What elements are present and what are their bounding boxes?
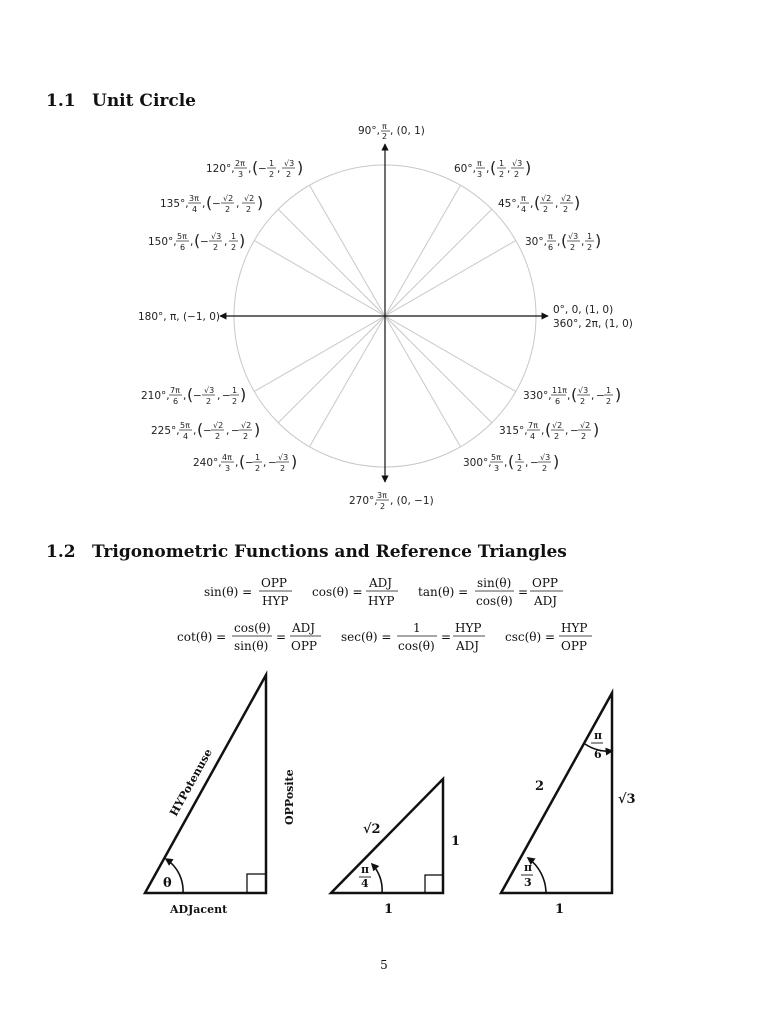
formula-cot <box>177 621 321 653</box>
svg-text:3: 3 <box>494 464 500 473</box>
svg-text:225°,: 225°, <box>151 425 180 437</box>
svg-text:,: , <box>235 457 239 469</box>
label-0: 0°, 0, (1, 0) <box>553 304 614 316</box>
svg-text:): ) <box>291 452 298 471</box>
svg-text:π: π <box>521 194 526 203</box>
svg-text:6: 6 <box>173 397 179 406</box>
svg-text:,: , <box>504 457 508 469</box>
triangle-30-60 <box>501 693 636 917</box>
svg-text:,: , <box>581 236 585 248</box>
svg-text:−: − <box>231 425 240 437</box>
triangle-general <box>145 675 296 916</box>
svg-text:(: ( <box>187 385 194 404</box>
svg-text:−: − <box>258 163 267 175</box>
svg-text:(: ( <box>545 420 552 439</box>
svg-text:4: 4 <box>192 205 198 214</box>
svg-text:,: , <box>555 198 559 210</box>
svg-text:2π: 2π <box>235 159 245 168</box>
svg-text:,: , <box>541 425 545 437</box>
svg-text:cot(θ) =: cot(θ) = <box>177 630 227 644</box>
reference-triangles <box>0 665 768 925</box>
svg-text:7π: 7π <box>170 386 180 395</box>
svg-text:(: ( <box>194 231 201 250</box>
svg-text:2: 2 <box>232 397 238 406</box>
svg-text:4: 4 <box>530 432 536 441</box>
svg-text:(: ( <box>534 193 541 212</box>
svg-text:√2: √2 <box>580 421 591 430</box>
svg-text:6: 6 <box>548 243 554 252</box>
section-title: Trigonometric Functions and Reference Triangles <box>92 542 567 562</box>
svg-text:): ) <box>615 385 622 404</box>
section-number: 1.2 <box>46 542 76 562</box>
svg-text:−: − <box>245 457 254 469</box>
svg-text:,: , <box>202 198 206 210</box>
angle-numerator: π <box>361 863 370 876</box>
svg-text:,: , <box>224 236 228 248</box>
svg-text:2: 2 <box>570 243 576 252</box>
svg-text:2: 2 <box>587 243 593 252</box>
trig-formulas <box>0 570 768 660</box>
svg-text:√2: √2 <box>561 194 572 203</box>
svg-text:OPP: OPP <box>291 639 317 653</box>
formula-sin <box>204 576 292 608</box>
opposite-label: OPPosite <box>283 769 296 825</box>
svg-text:2: 2 <box>517 464 523 473</box>
angle-top-numerator: π <box>594 729 603 742</box>
svg-text:): ) <box>553 452 560 471</box>
label-180: 180°, π, (−1, 0) <box>138 311 220 323</box>
label-60 <box>454 158 531 179</box>
svg-text:2: 2 <box>225 205 231 214</box>
svg-text:ADJ: ADJ <box>534 594 558 608</box>
section-title: Unit Circle <box>92 91 196 111</box>
svg-text:−: − <box>203 425 212 437</box>
section-number: 1.1 <box>46 91 76 111</box>
label-360: 360°, 2π, (1, 0) <box>553 318 633 330</box>
svg-text:(: ( <box>561 231 568 250</box>
formula-sec <box>341 621 485 653</box>
svg-text:tan(θ) =: tan(θ) = <box>418 585 469 599</box>
svg-text:4: 4 <box>521 205 527 214</box>
svg-text:HYP: HYP <box>368 594 395 608</box>
label-210 <box>141 385 246 406</box>
svg-text:−: − <box>268 457 277 469</box>
svg-text:1: 1 <box>255 453 261 462</box>
svg-text:1: 1 <box>232 386 238 395</box>
svg-text:2: 2 <box>206 397 212 406</box>
svg-text:): ) <box>254 420 261 439</box>
svg-text:,: , <box>226 425 230 437</box>
svg-text:,: , <box>263 457 267 469</box>
svg-text:,: , <box>591 390 595 402</box>
svg-text:,: , <box>277 163 281 175</box>
svg-text:,: , <box>217 390 221 402</box>
svg-text:270°,: 270°, <box>349 495 378 507</box>
svg-text:π: π <box>548 232 553 241</box>
svg-text:sin(θ) =: sin(θ) = <box>204 585 253 599</box>
hypotenuse-label: 2 <box>535 779 545 794</box>
svg-text:): ) <box>240 385 247 404</box>
svg-text:315°,: 315°, <box>499 425 528 437</box>
svg-text:2: 2 <box>246 205 252 214</box>
svg-text:π: π <box>477 159 482 168</box>
svg-text:(: ( <box>508 452 515 471</box>
svg-text:√3: √3 <box>278 453 289 462</box>
svg-text:2: 2 <box>543 205 549 214</box>
svg-text:=: = <box>441 630 452 644</box>
angle-top-denominator: 6 <box>594 748 602 761</box>
svg-text:√2: √2 <box>223 194 234 203</box>
label-90 <box>358 122 425 141</box>
svg-text:): ) <box>257 193 264 212</box>
svg-text:HYP: HYP <box>262 594 289 608</box>
svg-text:,: , <box>507 163 511 175</box>
label-300 <box>463 452 559 473</box>
svg-text:OPP: OPP <box>532 576 558 590</box>
svg-text:5π: 5π <box>180 421 190 430</box>
svg-text:2: 2 <box>382 132 388 141</box>
angle-bottom-numerator: π <box>524 861 533 874</box>
svg-text:150°,: 150°, <box>148 236 177 248</box>
svg-text:ADJ: ADJ <box>292 621 316 635</box>
svg-text:2: 2 <box>514 170 520 179</box>
svg-text:5π: 5π <box>177 232 187 241</box>
svg-text:√3: √3 <box>284 159 295 168</box>
svg-text:ADJ: ADJ <box>369 576 393 590</box>
svg-text:−: − <box>596 390 605 402</box>
svg-text:3: 3 <box>477 170 483 179</box>
svg-text:7π: 7π <box>528 421 538 430</box>
svg-text:2: 2 <box>255 464 261 473</box>
svg-text:2: 2 <box>215 432 221 441</box>
svg-text:(: ( <box>206 193 213 212</box>
formula-cos <box>312 576 398 608</box>
svg-text:,: , <box>567 390 571 402</box>
svg-text:1: 1 <box>269 159 275 168</box>
svg-text:3π: 3π <box>377 491 387 500</box>
svg-text:1: 1 <box>587 232 593 241</box>
svg-text:cos(θ): cos(θ) <box>398 639 435 653</box>
svg-text:30°,: 30°, <box>525 236 547 248</box>
svg-text:√3: √3 <box>512 159 523 168</box>
svg-text:2: 2 <box>563 205 569 214</box>
svg-text:): ) <box>593 420 600 439</box>
svg-text:): ) <box>595 231 602 250</box>
svg-text:90°,: 90°, <box>358 125 380 137</box>
svg-text:−: − <box>530 457 539 469</box>
svg-text:,: , <box>193 425 197 437</box>
section-heading-trig-functions <box>46 542 567 562</box>
svg-text:2: 2 <box>554 432 560 441</box>
svg-text:45°,: 45°, <box>498 198 520 210</box>
svg-text:,: , <box>557 236 561 248</box>
svg-text:, (0, −1): , (0, −1) <box>390 495 434 507</box>
right-leg-label: √3 <box>618 792 636 807</box>
svg-text:6: 6 <box>180 243 186 252</box>
svg-text:2: 2 <box>280 464 286 473</box>
svg-text:cos(θ) =: cos(θ) = <box>312 585 363 599</box>
svg-text:(: ( <box>197 420 204 439</box>
svg-text:,: , <box>565 425 569 437</box>
svg-text:−: − <box>212 198 221 210</box>
svg-text:2: 2 <box>499 170 505 179</box>
svg-text:2: 2 <box>269 170 275 179</box>
svg-text:(: ( <box>239 452 246 471</box>
svg-text:,: , <box>486 163 490 175</box>
svg-text:√2: √2 <box>241 421 252 430</box>
label-270 <box>349 491 434 511</box>
formula-csc <box>505 621 592 653</box>
svg-text:2: 2 <box>581 432 587 441</box>
svg-text:HYP: HYP <box>455 621 482 635</box>
angle-denominator: 4 <box>361 877 369 890</box>
svg-text:1: 1 <box>231 232 237 241</box>
svg-text:1: 1 <box>413 621 421 635</box>
svg-text:=: = <box>518 585 529 599</box>
svg-text:1: 1 <box>517 453 523 462</box>
adjacent-label: ADJacent <box>170 903 228 916</box>
angle-bottom-denominator: 3 <box>524 876 532 889</box>
svg-text:(: ( <box>252 158 259 177</box>
svg-text:OPP: OPP <box>561 639 587 653</box>
svg-text:): ) <box>297 158 304 177</box>
svg-text:2: 2 <box>243 432 249 441</box>
svg-text:π: π <box>382 122 387 131</box>
svg-text:2: 2 <box>380 502 386 511</box>
svg-text:√3: √3 <box>578 386 589 395</box>
svg-text:cos(θ): cos(θ) <box>476 594 513 608</box>
angle-theta: θ <box>163 876 172 891</box>
label-330 <box>523 385 621 406</box>
bottom-leg-label: 1 <box>384 902 394 917</box>
svg-text:300°,: 300°, <box>463 457 492 469</box>
label-120 <box>206 158 303 179</box>
svg-text:sin(θ): sin(θ) <box>477 576 512 590</box>
svg-text:−: − <box>570 425 579 437</box>
svg-text:,: , <box>248 163 252 175</box>
svg-text:60°,: 60°, <box>454 163 476 175</box>
svg-text:csc(θ) =: csc(θ) = <box>505 630 556 644</box>
svg-text:2: 2 <box>542 464 548 473</box>
bottom-leg-label: 1 <box>555 902 565 917</box>
hypotenuse-label: √2 <box>363 822 381 837</box>
svg-text:sec(θ) =: sec(θ) = <box>341 630 392 644</box>
svg-text:240°,: 240°, <box>193 457 222 469</box>
svg-text:): ) <box>574 193 581 212</box>
svg-text:2: 2 <box>231 243 237 252</box>
svg-text:−: − <box>193 390 202 402</box>
unit-circle-figure <box>0 120 768 520</box>
svg-text:−: − <box>200 236 209 248</box>
svg-text:√2: √2 <box>552 421 563 430</box>
svg-text:3: 3 <box>238 170 244 179</box>
triangle-45 <box>331 779 460 917</box>
label-240 <box>193 452 297 473</box>
svg-text:330°,: 330°, <box>523 390 552 402</box>
formula-tan <box>418 576 563 608</box>
svg-text:,: , <box>183 390 187 402</box>
svg-text:ADJ: ADJ <box>456 639 480 653</box>
svg-text:210°,: 210°, <box>141 390 170 402</box>
svg-text:(: ( <box>571 385 578 404</box>
page-number: 5 <box>380 958 388 972</box>
svg-text:=: = <box>276 630 287 644</box>
svg-text:√2: √2 <box>244 194 255 203</box>
svg-text:sin(θ): sin(θ) <box>234 639 269 653</box>
svg-text:2: 2 <box>213 243 219 252</box>
label-225 <box>151 420 260 441</box>
svg-text:11π: 11π <box>552 386 567 395</box>
svg-text:−: − <box>222 390 231 402</box>
svg-text:√2: √2 <box>213 421 224 430</box>
label-150 <box>148 231 245 252</box>
svg-text:135°,: 135°, <box>160 198 189 210</box>
svg-text:(: ( <box>490 158 497 177</box>
svg-text:2: 2 <box>286 170 292 179</box>
svg-text:,: , <box>236 198 240 210</box>
svg-text:5π: 5π <box>491 453 501 462</box>
svg-text:√3: √3 <box>568 232 579 241</box>
label-30 <box>525 231 601 252</box>
svg-text:1: 1 <box>606 386 612 395</box>
svg-text:,: , <box>530 198 534 210</box>
label-45 <box>498 193 580 214</box>
svg-text:OPP: OPP <box>261 576 287 590</box>
svg-text:,: , <box>525 457 529 469</box>
svg-text:√3: √3 <box>211 232 222 241</box>
svg-text:√2: √2 <box>541 194 552 203</box>
svg-text:1: 1 <box>499 159 505 168</box>
svg-text:3π: 3π <box>189 194 199 203</box>
svg-text:120°,: 120°, <box>206 163 235 175</box>
svg-text:3: 3 <box>225 464 231 473</box>
right-leg-label: 1 <box>451 834 461 849</box>
hypotenuse-label: HYPotenuse <box>167 746 215 819</box>
label-315 <box>499 420 599 441</box>
svg-text:cos(θ): cos(θ) <box>234 621 271 635</box>
svg-text:HYP: HYP <box>561 621 588 635</box>
svg-text:√3: √3 <box>540 453 551 462</box>
svg-text:,: , <box>190 236 194 248</box>
label-135 <box>160 193 263 214</box>
svg-text:6: 6 <box>555 397 561 406</box>
svg-text:√3: √3 <box>204 386 215 395</box>
svg-text:): ) <box>525 158 532 177</box>
svg-text:4π: 4π <box>222 453 232 462</box>
svg-text:, (0, 1): , (0, 1) <box>390 125 425 137</box>
svg-text:4: 4 <box>183 432 189 441</box>
svg-text:2: 2 <box>606 397 612 406</box>
svg-text:): ) <box>239 231 246 250</box>
svg-text:2: 2 <box>580 397 586 406</box>
section-heading-unit-circle <box>46 91 196 111</box>
